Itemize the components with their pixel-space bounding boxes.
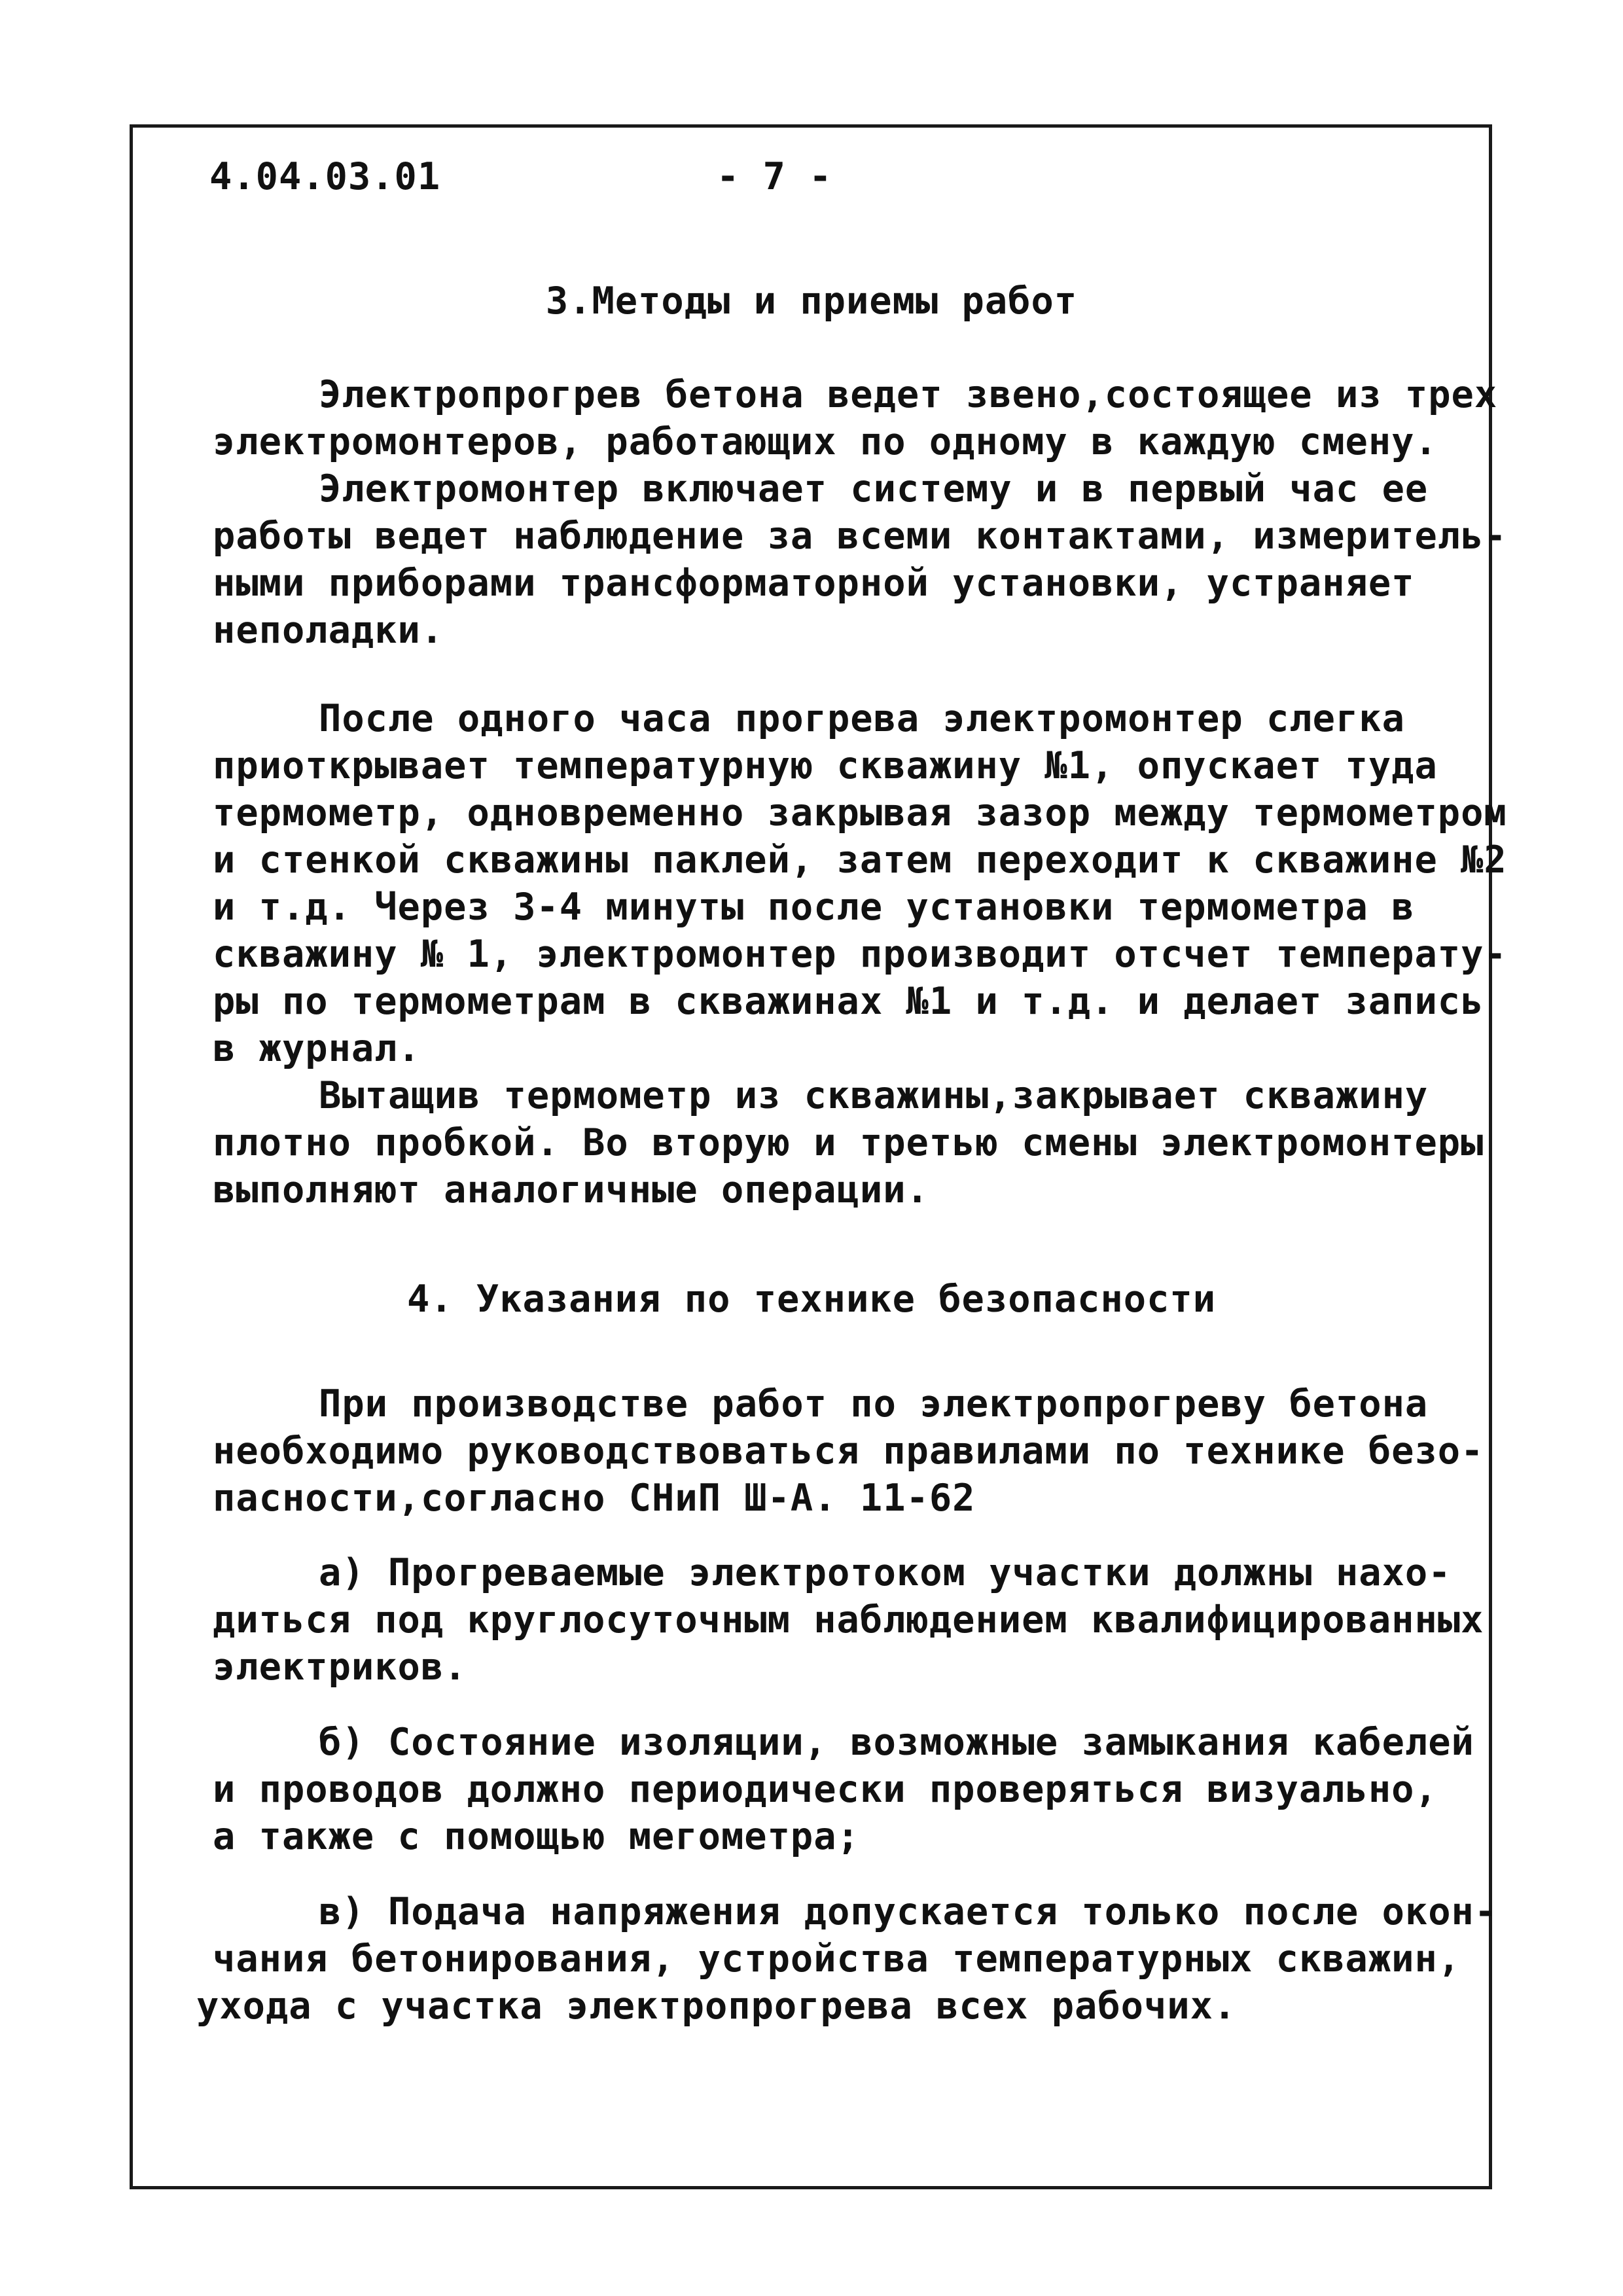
paragraph-line: После одного часа прогрева электромонтер слегка (319, 697, 1405, 740)
paragraph-line: Вытащив термометр из скважины,закрывает скважину (319, 1074, 1429, 1117)
paragraph-line: в журнал. (213, 1027, 421, 1070)
paragraph-line: выполняют аналогичные операции. (213, 1168, 929, 1211)
paragraph-line: чания бетонирования, устройства температурных скважин, (213, 1937, 1461, 1981)
paragraph-line: электромонтеров, работающих по одному в каждую смену. (213, 420, 1438, 463)
paragraph-line: скважину № 1, электромонтер производит отсчет температу- (213, 933, 1507, 976)
section-4-title: 4. Указания по технике безопасности (406, 1278, 1217, 1321)
paragraph-line: работы ведет наблюдение за всеми контактами, измеритель- (213, 514, 1507, 558)
paragraph-line: При производстве работ по электропрогреву бетона (319, 1382, 1429, 1426)
paragraph-line: плотно пробкой. Во вторую и третью смены электромонтеры (213, 1121, 1484, 1164)
page-number: - 7 - (717, 155, 832, 198)
paragraph-line: Электропрогрев бетона ведет звено,состоящее из трех (319, 373, 1498, 416)
paragraph-line: пасности,согласно СНиП Ш-А. 11-62 (213, 1477, 976, 1520)
paragraph-line: необходимо руководствоваться правилами по технике безо- (213, 1429, 1484, 1473)
paragraph-line: Электромонтер включает систему и в первый час ее (319, 467, 1429, 511)
paragraph-line: ры по термометрам в скважинах №1 и т.д. и делает запись (213, 980, 1484, 1023)
paragraph-line: и т.д. Через 3-4 минуты после установки термометра в (213, 886, 1415, 929)
paragraph-line: ными приборами трансформаторной установки, устраняет (213, 562, 1415, 605)
paragraph-line: электриков. (213, 1645, 467, 1689)
paragraph-line: неполадки. (213, 609, 444, 652)
paragraph-line: и стенкой скважины паклей, затем переходит к скважине №2 (213, 838, 1507, 882)
paragraph-line: приоткрывает температурную скважину №1, опускает туда (213, 744, 1438, 787)
paragraph-line: и проводов должно периодически проверяться визуально, (213, 1768, 1438, 1811)
paragraph-line: ухода с участка электропрогрева всех рабочих. (196, 1984, 1237, 2028)
document-code: 4.04.03.01 (209, 155, 441, 198)
paragraph-line: в) Подача напряжения допускается только после окон- (319, 1890, 1498, 1933)
paragraph-line: а) Прогреваемые электротоком участки должны нахо- (319, 1551, 1452, 1594)
paragraph-line: б) Состояние изоляции, возможные замыкания кабелей (319, 1721, 1474, 1764)
paragraph-line: термометр, одновременно закрывая зазор между термометром (213, 791, 1507, 834)
section-3-title: 3.Методы и приемы работ (545, 279, 1078, 323)
paragraph-line: а также с помощью мегометра; (213, 1815, 860, 1858)
paragraph-line: диться под круглосуточным наблюдением квалифицированных (213, 1598, 1484, 1641)
